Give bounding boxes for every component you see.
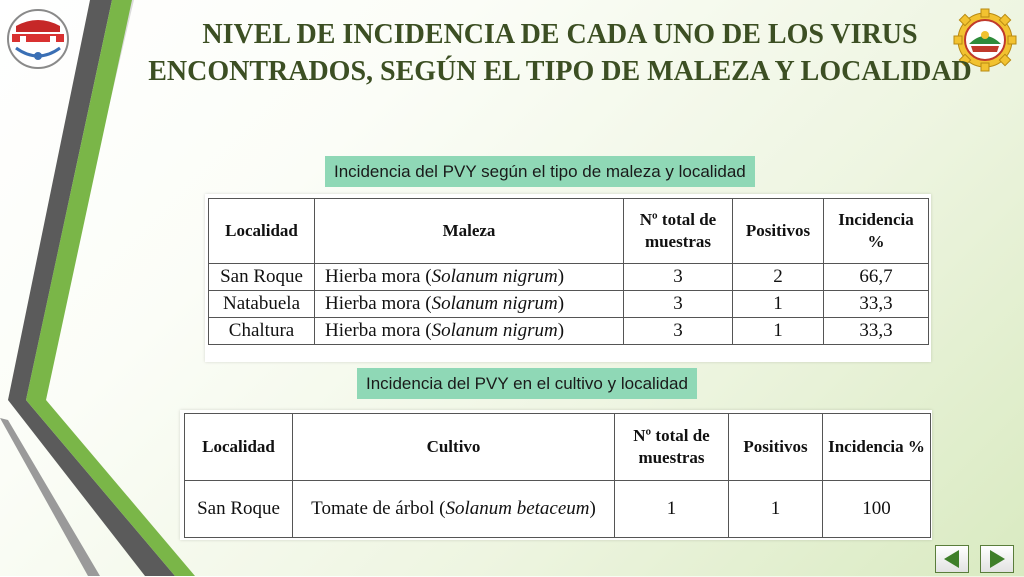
close-paren: ): [557, 266, 565, 287]
open-paren: (: [425, 320, 432, 341]
header-total-muestras: Nº total de muestras: [624, 199, 733, 264]
header-maleza: Maleza: [315, 199, 624, 264]
table-row: [209, 264, 929, 291]
cell-cultivo: [293, 481, 615, 538]
cell-incidencia: 33,3: [824, 318, 929, 345]
table-row: [209, 318, 929, 345]
cell-positivos: 1: [733, 318, 824, 345]
cell-incidencia: 100: [823, 481, 931, 538]
cell-positivos: 1: [729, 481, 823, 538]
table-row: [185, 481, 931, 538]
open-paren: (: [425, 266, 432, 287]
table-header-row: [185, 414, 931, 481]
common-name: Hierba mora: [325, 320, 426, 341]
cell-incidencia: 66,7: [824, 264, 929, 291]
close-paren: ): [557, 293, 565, 314]
scientific-name: Solanum nigrum: [431, 293, 558, 314]
scientific-name: Solanum nigrum: [431, 320, 558, 341]
cell-localidad: San Roque: [185, 481, 293, 538]
cell-total: 1: [615, 481, 729, 538]
open-paren: (: [425, 293, 432, 314]
close-paren: ): [589, 498, 596, 519]
header-cultivo: Cultivo: [293, 414, 615, 481]
open-paren: (: [439, 498, 446, 519]
header-localidad: Localidad: [185, 414, 293, 481]
cell-total: 3: [624, 318, 733, 345]
common-name: Tomate de árbol: [311, 498, 440, 519]
scientific-name: Solanum betaceum: [445, 498, 590, 519]
cell-total: 3: [624, 291, 733, 318]
table2-caption: Incidencia del PVY en el cultivo y localidad: [357, 368, 697, 399]
header-localidad: Localidad: [209, 199, 315, 264]
cell-positivos: 1: [733, 291, 824, 318]
cell-total: 3: [624, 264, 733, 291]
cell-maleza: [315, 318, 624, 345]
weed-incidence-table: [208, 198, 929, 345]
cell-localidad: Chaltura: [209, 318, 315, 345]
cell-localidad: Natabuela: [209, 291, 315, 318]
triangle-left-icon: [936, 546, 968, 572]
cell-maleza: [315, 264, 624, 291]
crop-incidence-table: [184, 413, 931, 538]
cell-positivos: 2: [733, 264, 824, 291]
common-name: Hierba mora: [325, 293, 426, 314]
scientific-name: Solanum nigrum: [431, 266, 558, 287]
header-total-muestras: Nº total de muestras: [615, 414, 729, 481]
triangle-right-icon: [981, 546, 1013, 572]
previous-slide-button[interactable]: [935, 545, 969, 573]
table1-caption: Incidencia del PVY según el tipo de maleza y localidad: [325, 156, 755, 187]
common-name: Hierba mora: [325, 266, 426, 287]
table-header-row: [209, 199, 929, 264]
header-incidencia: Incidencia %: [824, 199, 929, 264]
cell-incidencia: 33,3: [824, 291, 929, 318]
header-positivos: Positivos: [733, 199, 824, 264]
institution-logo: [6, 8, 70, 70]
cell-maleza: [315, 291, 624, 318]
slide-title: NIVEL DE INCIDENCIA DE CADA UNO DE LOS VIRUS ENCONTRADOS, SEGÚN EL TIPO DE MALEZA Y LOCALIDAD: [148, 19, 972, 87]
next-slide-button[interactable]: [980, 545, 1014, 573]
close-paren: ): [557, 320, 565, 341]
cell-localidad: San Roque: [209, 264, 315, 291]
table-row: [209, 291, 929, 318]
header-positivos: Positivos: [729, 414, 823, 481]
header-incidencia: Incidencia %: [823, 414, 931, 481]
